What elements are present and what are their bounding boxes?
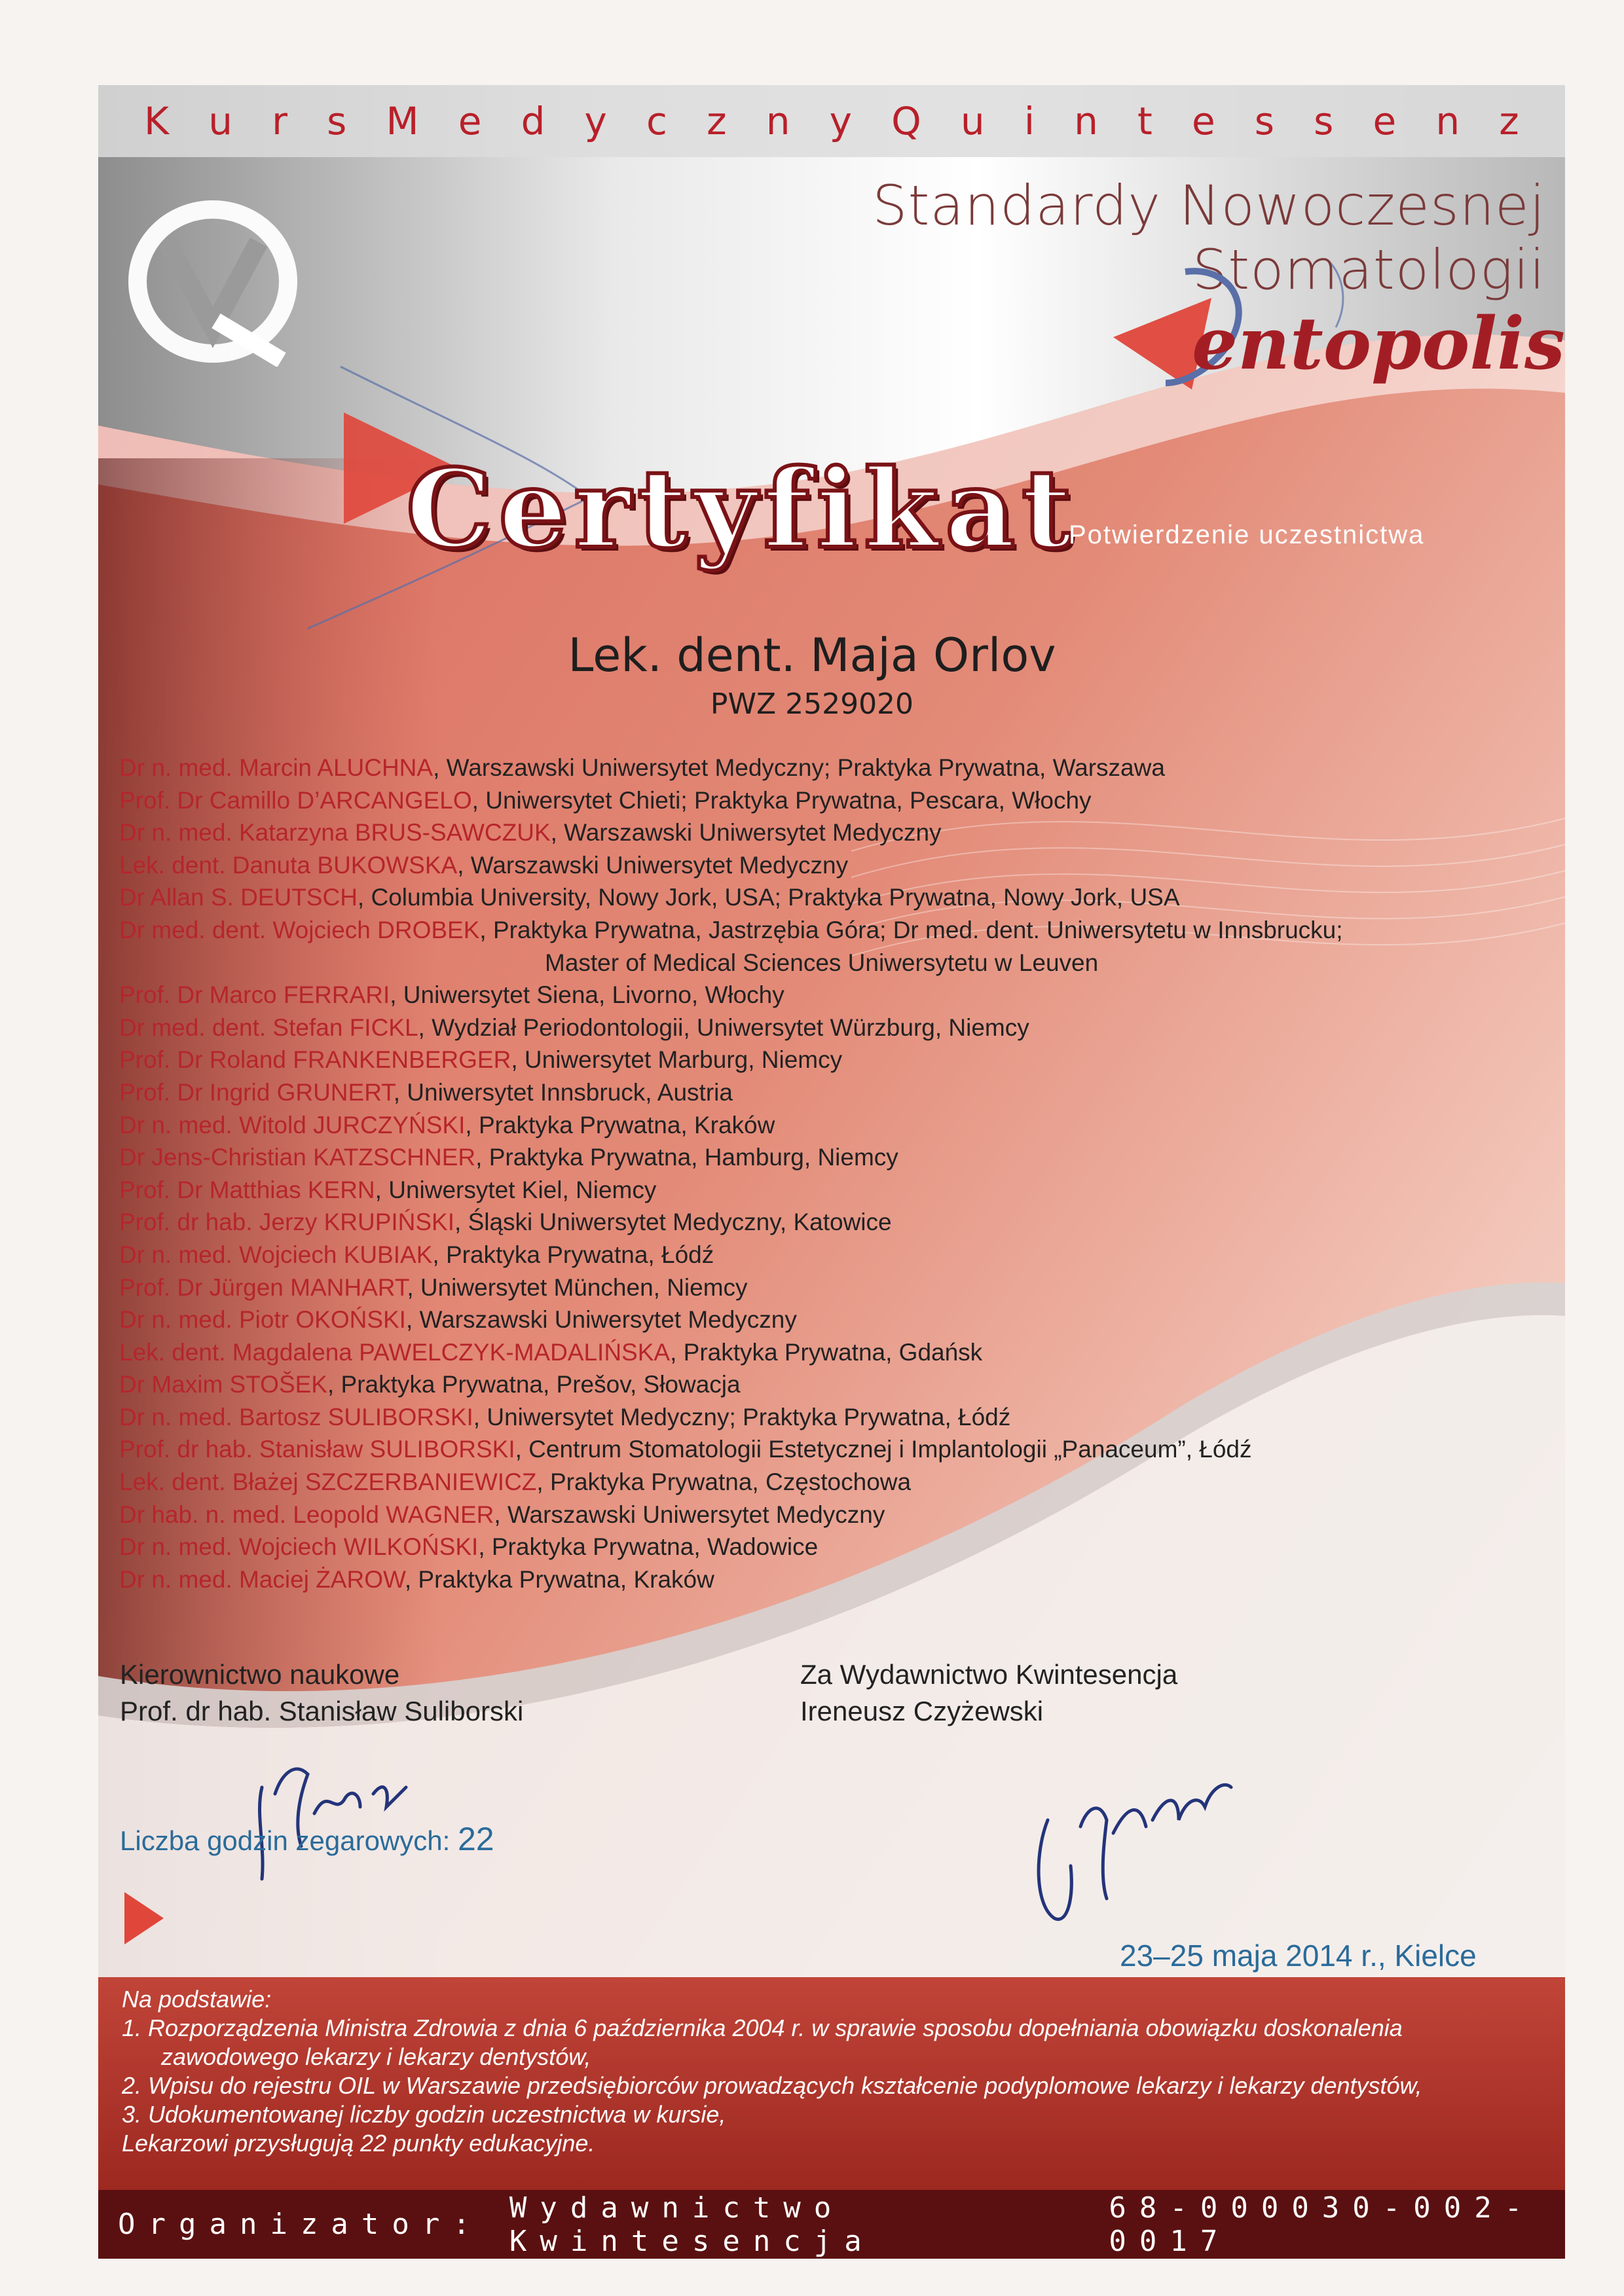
faculty-affiliation: , Uniwersytet Marburg, Niemcy — [511, 1046, 843, 1074]
faculty-row — [119, 1206, 1560, 1239]
signature-right — [1008, 1728, 1257, 1925]
publisher-block — [800, 1656, 1177, 1730]
faculty-row — [119, 1499, 1560, 1531]
faculty-title: Dr n. med. Witold — [119, 1111, 314, 1139]
faculty-surname: FERRARI — [283, 981, 390, 1009]
faculty-row — [119, 979, 1560, 1011]
course-subtitle: Standardy Nowoczesnej Stomatologii — [872, 173, 1545, 302]
faculty-affiliation: , Praktyka Prywatna, Prešov, Słowacja — [327, 1371, 741, 1398]
faculty-row — [119, 1466, 1560, 1499]
course-letter: t — [1137, 99, 1153, 143]
faculty-list — [119, 752, 1560, 1595]
faculty-row — [119, 1336, 1560, 1369]
signature-left — [236, 1715, 445, 1886]
faculty-row — [119, 1239, 1560, 1271]
course-letter: M — [386, 99, 419, 143]
faculty-surname: DROBEK — [377, 916, 480, 943]
course-letter: y — [829, 99, 852, 143]
course-letter: s — [1314, 99, 1334, 143]
legal-basis — [122, 1985, 1530, 2158]
faculty-row — [119, 752, 1560, 784]
faculty-affiliation: , Wydział Periodontologii, Uniwersytet Würzburg, Niemcy — [418, 1013, 1029, 1041]
faculty-row — [119, 1141, 1560, 1174]
course-letter: u — [960, 99, 985, 143]
faculty-affiliation: , Warszawski Uniwersytet Medyczny; Praktyka Prywatna, Warszawa — [433, 754, 1165, 781]
faculty-affiliation: , Praktyka Prywatna, Łódź — [432, 1241, 714, 1268]
faculty-row — [119, 1044, 1560, 1076]
faculty-row — [119, 1076, 1560, 1109]
faculty-title: Dr n. med. Wojciech — [119, 1241, 344, 1268]
basis-line-4: Lekarzowi przysługują 22 punkty edukacyjne. — [122, 2130, 595, 2157]
publisher-name: Ireneusz Czyżewski — [800, 1696, 1044, 1726]
faculty-title: Prof. Dr Jürgen — [119, 1273, 291, 1301]
faculty-surname: D’ARCANGELO — [297, 786, 472, 814]
faculty-surname: MANHART — [290, 1273, 407, 1301]
faculty-title: Prof. Dr Marco — [119, 981, 284, 1009]
faculty-row — [119, 1271, 1560, 1304]
course-title-band — [98, 88, 1565, 154]
faculty-affiliation: , Centrum Stomatologii Estetycznej i Implantologii „Panaceum”, Łódź — [515, 1436, 1252, 1463]
basis-line-1b: zawodowego lekarzy i lekarzy dentystów, — [161, 2043, 591, 2070]
faculty-row — [119, 816, 1560, 849]
faculty-surname: JURCZYŃSKI — [313, 1111, 466, 1139]
faculty-title: Lek. dent. Błażej — [119, 1468, 305, 1496]
brand-text: entopolis — [1192, 301, 1565, 386]
course-letter: e — [1191, 99, 1215, 143]
faculty-affiliation: , Uniwersytet München, Niemcy — [407, 1273, 748, 1301]
faculty-row — [119, 1531, 1560, 1563]
course-letter: n — [1074, 99, 1098, 143]
course-letter: n — [766, 99, 790, 143]
brand-dentopolis — [1192, 301, 1565, 386]
faculty-title: Dr n. med. Maciej — [119, 1565, 316, 1593]
faculty-title: Lek. dent. Magdalena — [119, 1338, 360, 1366]
scientific-direction-role: Kierownictwo naukowe — [120, 1659, 400, 1690]
hours-value: 22 — [457, 1821, 494, 1857]
faculty-affiliation: , Uniwersytet Medyczny; Praktyka Prywatna, Łódź — [473, 1403, 1011, 1430]
confirmation-label: Potwierdzenie uczestnictwa — [1069, 520, 1425, 549]
publisher-role: Za Wydawnictwo Kwintesencja — [800, 1659, 1178, 1690]
faculty-surname: BUKOWSKA — [317, 851, 458, 879]
faculty-row — [119, 1303, 1560, 1336]
faculty-title: Dr n. med. Piotr — [119, 1306, 296, 1334]
basis-line-2: 2. Wpisu do rejestru OIL w Warszawie przedsiębiorców prowadzących kształcenie podyplomowe lekarzy i lekarzy dentystów, — [122, 2072, 1422, 2099]
faculty-row — [119, 947, 1560, 979]
basis-heading: Na podstawie: — [122, 1986, 272, 2013]
course-letter: K — [144, 99, 170, 143]
course-letter: y — [584, 99, 607, 143]
basis-line-3: 3. Udokumentowanej liczby godzin uczestnictwa w kursie, — [122, 2101, 726, 2128]
faculty-affiliation: , Columbia University, Nowy Jork, USA; Praktyka Prywatna, Nowy Jork, USA — [357, 884, 1180, 911]
faculty-affiliation: , Uniwersytet Kiel, Niemcy — [375, 1176, 657, 1203]
course-letter: z — [1499, 99, 1519, 143]
faculty-row — [119, 1011, 1560, 1044]
recipient-pwz: PWZ 2529020 — [710, 687, 914, 721]
faculty-affiliation: , Praktyka Prywatna, Kraków — [465, 1111, 775, 1139]
basis-line-1: 1. Rozporządzenia Ministra Zdrowia z dnia 6 października 2004 r. w sprawie sposobu dopełniania obowiązku doskonalenia — [122, 2014, 1403, 2041]
faculty-title: Dr med. dent. Stefan — [119, 1013, 350, 1041]
faculty-title: Prof. Dr Ingrid — [119, 1078, 277, 1106]
faculty-title: Dr Maxim — [119, 1371, 230, 1398]
faculty-surname: SULIBORSKI — [369, 1436, 515, 1463]
course-letter: z — [707, 99, 727, 143]
faculty-affiliation: , Uniwersytet Innsbruck, Austria — [393, 1078, 733, 1106]
faculty-surname: KUBIAK — [343, 1241, 433, 1268]
course-letter: d — [521, 99, 545, 143]
faculty-affiliation: , Śląski Uniwersytet Medyczny, Katowice — [454, 1209, 892, 1236]
course-letter: r — [272, 99, 287, 143]
faculty-row — [119, 1109, 1560, 1142]
faculty-surname: BRUS-SAWCZUK — [354, 819, 551, 847]
recipient-name: Lek. dent. Maja Orlov — [568, 629, 1056, 682]
course-letter: e — [458, 99, 482, 143]
faculty-title: Dr n. med. Marcin — [119, 754, 318, 781]
course-letter: u — [208, 99, 232, 143]
faculty-surname: KATZSCHNER — [313, 1144, 476, 1171]
faculty-surname: STOŠEK — [229, 1371, 327, 1398]
faculty-title: Dr med. dent. Wojciech — [119, 916, 378, 943]
faculty-title: Prof. Dr Matthias — [119, 1176, 308, 1203]
faculty-affiliation: , Praktyka Prywatna, Częstochowa — [536, 1468, 912, 1496]
course-letter: i — [1024, 99, 1035, 143]
faculty-affiliation: , Praktyka Prywatna, Kraków — [404, 1565, 714, 1593]
scientific-direction-name: Prof. dr hab. Stanisław Suliborski — [120, 1696, 524, 1726]
footer-organizer: Wydawnictwo Kwintesencja — [509, 2191, 875, 2258]
faculty-title: Prof. Dr Camillo — [119, 786, 297, 814]
faculty-title: Prof. dr hab. Jerzy — [119, 1209, 324, 1236]
faculty-surname: OKOŃSKI — [295, 1306, 406, 1334]
faculty-title: Prof. dr hab. Stanisław — [119, 1436, 370, 1463]
faculty-row — [119, 881, 1560, 914]
date-place: 23–25 maja 2014 r., Kielce — [1120, 1939, 1477, 1973]
hours-label: Liczba godzin zegarowych: — [120, 1825, 451, 1856]
faculty-affiliation: , Praktyka Prywatna, Hamburg, Niemcy — [475, 1144, 898, 1171]
faculty-row — [119, 784, 1560, 817]
faculty-affiliation: , Uniwersytet Siena, Livorno, Włochy — [390, 981, 784, 1009]
faculty-surname: SULIBORSKI — [327, 1403, 473, 1430]
faculty-affiliation: , Warszawski Uniwersytet Medyczny — [494, 1501, 885, 1528]
course-letter: n — [1435, 99, 1460, 143]
certificate-title: Certyfikat — [406, 445, 1079, 572]
hours-line — [120, 1820, 494, 1858]
organizer-footer — [98, 2191, 1565, 2258]
faculty-title: Dr n. med. Wojciech — [119, 1533, 344, 1561]
faculty-surname: SZCZERBANIEWICZ — [304, 1468, 537, 1496]
play-arrow-icon — [121, 1889, 167, 1948]
faculty-title: Prof. Dr Roland — [119, 1046, 293, 1074]
faculty-title: Dr Allan S. — [119, 884, 241, 911]
footer-number: 68-000030-002-0017 — [1109, 2191, 1536, 2258]
faculty-affiliation: , Praktyka Prywatna, Jastrzębia Góra; Dr med. dent. Uniwersytetu w Innsbrucku; — [479, 916, 1343, 943]
faculty-row — [119, 1433, 1560, 1466]
course-letter: s — [1254, 99, 1274, 143]
faculty-surname: ALUCHNA — [317, 754, 434, 781]
faculty-row — [119, 914, 1560, 947]
course-letter: s — [327, 99, 347, 143]
faculty-title: Dr hab. n. med. Leopold — [119, 1501, 386, 1528]
faculty-row — [119, 1401, 1560, 1434]
course-letter: e — [1373, 99, 1397, 143]
faculty-affiliation: , Warszawski Uniwersytet Medyczny — [457, 851, 849, 879]
faculty-title: Lek. dent. Danuta — [119, 851, 318, 879]
faculty-row — [119, 849, 1560, 882]
faculty-affiliation: , Warszawski Uniwersytet Medyczny — [550, 819, 942, 847]
faculty-surname: WILKOŃSKI — [343, 1533, 479, 1561]
faculty-row — [119, 1368, 1560, 1401]
faculty-surname: WAGNER — [386, 1501, 494, 1528]
faculty-title: Dr n. med. Katarzyna — [119, 819, 355, 847]
faculty-affiliation: , Warszawski Uniwersytet Medyczny — [405, 1306, 797, 1334]
quintessenz-logo-icon — [118, 196, 314, 367]
faculty-surname: KERN — [307, 1176, 375, 1203]
faculty-surname: ŻAROW — [316, 1565, 405, 1593]
faculty-surname: DEUTSCH — [240, 884, 358, 911]
faculty-row — [119, 1174, 1560, 1207]
faculty-surname: FRANKENBERGER — [293, 1046, 511, 1074]
footer-label: Organizator: — [118, 2208, 483, 2241]
faculty-surname: PAWELCZYK-MADALIŃSKA — [359, 1338, 671, 1366]
faculty-surname: KRUPIŃSKI — [323, 1209, 455, 1236]
faculty-surname: GRUNERT — [276, 1078, 394, 1106]
faculty-surname: FICKL — [349, 1013, 418, 1041]
faculty-title: Dr n. med. Bartosz — [119, 1403, 328, 1430]
faculty-affiliation: , Praktyka Prywatna, Wadowice — [478, 1533, 819, 1561]
faculty-title: Dr Jens-Christian — [119, 1144, 314, 1171]
course-letter: c — [646, 99, 667, 143]
faculty-row — [119, 1563, 1560, 1596]
faculty-affiliation: Master of Medical Sciences Uniwersytetu w Leuven — [545, 949, 1099, 976]
faculty-affiliation: , Uniwersytet Chieti; Praktyka Prywatna, Pescara, Włochy — [471, 786, 1092, 814]
course-letter: Q — [891, 99, 921, 143]
faculty-affiliation: , Praktyka Prywatna, Gdańsk — [670, 1338, 983, 1366]
